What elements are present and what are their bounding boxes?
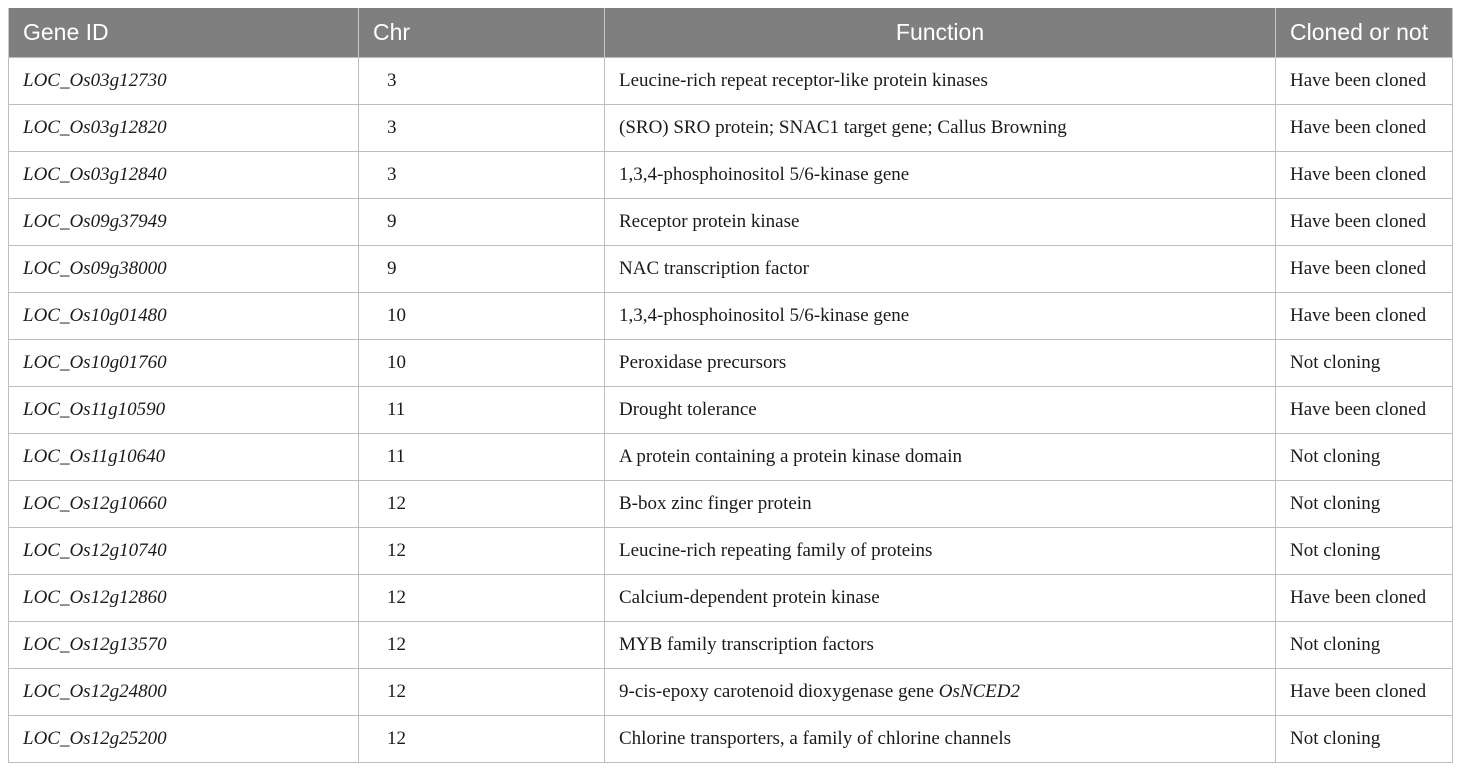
cloned-status-cell: Have been cloned (1276, 292, 1453, 339)
function-text: NAC transcription factor (619, 257, 809, 279)
gene-id-cell: LOC_Os12g13570 (9, 621, 359, 668)
function-cell (605, 339, 1276, 386)
cloned-status-cell: Not cloning (1276, 480, 1453, 527)
function-cell (605, 245, 1276, 292)
chr-cell: 9 (359, 198, 605, 245)
gene-id-cell: LOC_Os12g12860 (9, 574, 359, 621)
cloned-status-cell: Not cloning (1276, 621, 1453, 668)
cloned-status-cell: Have been cloned (1276, 574, 1453, 621)
function-cell (605, 621, 1276, 668)
function-cell (605, 668, 1276, 715)
table-row (9, 386, 1453, 433)
function-text: 1,3,4-phosphoinositol 5/6-kinase gene (619, 304, 910, 326)
table-row (9, 339, 1453, 386)
function-text: Peroxidase precursors (619, 351, 787, 373)
function-text: A protein containing a protein kinase domain (619, 445, 962, 467)
header-gene-id: Gene ID (9, 8, 359, 57)
gene-id-cell: LOC_Os03g12820 (9, 104, 359, 151)
chr-cell: 10 (359, 339, 605, 386)
chr-cell: 9 (359, 245, 605, 292)
cloned-status-cell: Have been cloned (1276, 151, 1453, 198)
function-cell (605, 151, 1276, 198)
function-cell (605, 198, 1276, 245)
chr-cell: 12 (359, 574, 605, 621)
table-row (9, 433, 1453, 480)
function-text: B-box zinc finger protein (619, 492, 812, 514)
gene-id-cell: LOC_Os09g37949 (9, 198, 359, 245)
function-text: Leucine-rich repeating family of proteins (619, 539, 933, 561)
header-cloned-or-not: Cloned or not (1276, 8, 1453, 57)
function-cell (605, 715, 1276, 762)
table-row (9, 292, 1453, 339)
header-row (9, 8, 1453, 57)
cloned-status-cell: Not cloning (1276, 715, 1453, 762)
gene-id-cell: LOC_Os09g38000 (9, 245, 359, 292)
header-function: Function (605, 8, 1276, 57)
table-row (9, 198, 1453, 245)
function-cell (605, 527, 1276, 574)
table-row (9, 245, 1453, 292)
gene-id-cell: LOC_Os12g24800 (9, 668, 359, 715)
cloned-status-cell: Have been cloned (1276, 198, 1453, 245)
function-text: 1,3,4-phosphoinositol 5/6-kinase gene (619, 163, 910, 185)
chr-cell: 12 (359, 480, 605, 527)
table-body (9, 57, 1453, 762)
chr-cell: 3 (359, 57, 605, 104)
cloned-status-cell: Have been cloned (1276, 57, 1453, 104)
table-row (9, 574, 1453, 621)
chr-cell: 10 (359, 292, 605, 339)
function-text: Leucine-rich repeat receptor-like protein kinases (619, 69, 988, 91)
function-text: 9-cis-epoxy carotenoid dioxygenase gene (619, 680, 939, 702)
gene-id-cell: LOC_Os12g10740 (9, 527, 359, 574)
table-header (9, 8, 1453, 57)
chr-cell: 12 (359, 527, 605, 574)
cloned-status-cell: Have been cloned (1276, 668, 1453, 715)
gene-id-cell: LOC_Os11g10590 (9, 386, 359, 433)
chr-cell: 12 (359, 715, 605, 762)
function-cell (605, 104, 1276, 151)
function-text: Receptor protein kinase (619, 210, 800, 232)
table-row (9, 527, 1453, 574)
cloned-status-cell: Not cloning (1276, 339, 1453, 386)
gene-id-cell: LOC_Os10g01480 (9, 292, 359, 339)
function-cell (605, 292, 1276, 339)
gene-table-container (8, 8, 1452, 763)
header-chr: Chr (359, 8, 605, 57)
gene-id-cell: LOC_Os03g12730 (9, 57, 359, 104)
cloned-status-cell: Have been cloned (1276, 245, 1453, 292)
function-cell (605, 57, 1276, 104)
table-row (9, 57, 1453, 104)
function-text: Calcium-dependent protein kinase (619, 586, 880, 608)
function-cell (605, 386, 1276, 433)
chr-cell: 3 (359, 104, 605, 151)
gene-id-cell: LOC_Os03g12840 (9, 151, 359, 198)
function-italic-text: OsNCED2 (938, 680, 1021, 702)
function-cell (605, 480, 1276, 527)
chr-cell: 11 (359, 433, 605, 480)
cloned-status-cell: Not cloning (1276, 433, 1453, 480)
function-text: Drought tolerance (619, 398, 757, 420)
table-row (9, 151, 1453, 198)
function-text: Chlorine transporters, a family of chlorine channels (619, 727, 1012, 749)
gene-id-cell: LOC_Os12g10660 (9, 480, 359, 527)
chr-cell: 11 (359, 386, 605, 433)
gene-table (8, 8, 1453, 763)
cloned-status-cell: Not cloning (1276, 527, 1453, 574)
chr-cell: 12 (359, 621, 605, 668)
function-text: MYB family transcription factors (619, 633, 874, 655)
gene-id-cell: LOC_Os10g01760 (9, 339, 359, 386)
table-row (9, 480, 1453, 527)
cloned-status-cell: Have been cloned (1276, 386, 1453, 433)
function-cell (605, 433, 1276, 480)
table-row (9, 621, 1453, 668)
function-cell (605, 574, 1276, 621)
chr-cell: 12 (359, 668, 605, 715)
function-text: (SRO) SRO protein; SNAC1 target gene; Callus Browning (619, 116, 1067, 138)
chr-cell: 3 (359, 151, 605, 198)
gene-id-cell: LOC_Os11g10640 (9, 433, 359, 480)
table-row (9, 104, 1453, 151)
table-row (9, 715, 1453, 762)
gene-id-cell: LOC_Os12g25200 (9, 715, 359, 762)
table-row (9, 668, 1453, 715)
cloned-status-cell: Have been cloned (1276, 104, 1453, 151)
